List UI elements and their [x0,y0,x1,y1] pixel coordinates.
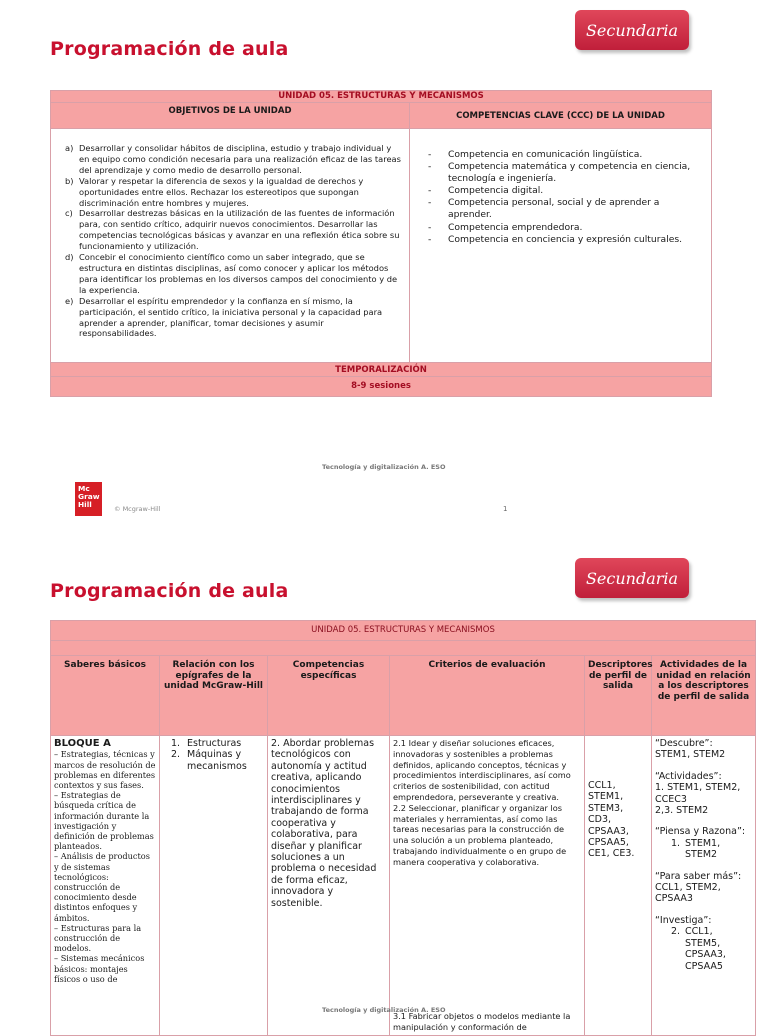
saber-item: – Análisis de productos y de sistemas tecnológicos: construcción de conocimiento desde distintos enfoques y ámbitos. [54,851,150,923]
descriptor-item: CPSAA3, [588,825,629,837]
actividad-group: “Para saber más”: CCL1, STEM2, CPSAA3 [655,870,742,905]
criterio-item: 2.2 Seleccionar, planificar y organizar los materiales y herramientas, así como las tareas necesarias para la construcción de una solución a un problema planteado, trabajando individualmente o en grupo de manera cooperativa y colaborativa. [393,802,567,867]
saber-item: – Estructuras para la construcción de modelos. [54,922,142,954]
competence-item: - Competencia en conciencia y expresión culturales. [428,233,683,245]
unit-heading: UNIDAD 05. ESTRUCTURAS Y MECANISMOS [51,91,712,103]
descriptor-item: STEM3, [588,802,624,814]
saberes-cell [51,736,160,1036]
descriptor-item: CPSAA5, [588,837,629,849]
col-header-saberes: Saberes básicos [51,656,160,736]
epigrafes-list [163,738,264,772]
page-title: Programación de aula [50,38,289,60]
descriptor-item: CCL1, [588,780,616,791]
descriptor-item: CD3, [588,814,612,826]
objective-item: e) Desarrollar el espíritu emprendedor y la confianza en sí mismo, la participación, el sentido crítico, la iniciativa personal y la capacidad para aprender a aprender, planificar, tomar decisiones y asumir responsabilidades. [65,295,383,339]
sessions-count: 8-9 sesiones [51,377,712,397]
competences-header: COMPETENCIAS CLAVE (CCC) DE LA UNIDAD [410,103,712,129]
secundaria-logo: Secundaria [575,10,689,50]
competence-item: - Competencia emprendedora. [428,221,583,233]
mcgraw-hill-logo: Mc Graw Hill [75,482,102,516]
competence-item: - Competencia personal, social y de aprender a aprender. [428,197,660,221]
competencia-especifica: 2. Abordar problemas tecnológicos con autonomía y actitud creativa, aplicando conocimientos interdisciplinares y trabajando de forma cooperativa y colaborativa, para diseñar y planificar soluciones a un problema o necesidad de forma eficaz, innovadora y sostenible. [271,738,377,909]
col-header-actividades: Actividades de la unidad en relación a los descriptores de perfil de salida [652,656,756,736]
actividad-group: “Piensa y Razona”: 1. STEM1, STEM2 [655,826,746,861]
criterio-item: 2.1 Idear y diseñar soluciones eficaces, innovadoras y sostenibles a problemas definidos, aplicando conceptos, técnicas y procedimientos interdisciplinares, así como criterios de sostenibilidad, con actitud emprendedora, perseverante y creativa. [393,738,571,802]
competence-item: - Competencia en comunicación lingüística. [428,149,643,160]
objective-item: c) Desarrollar destrezas básicas en la utilización de las fuentes de información para, con sentido crítico, adquirir nuevos conocimientos. Desarrollar las competencias tecnológicas básicas y avanzar en una reflexión ética sobre su funcionamiento y utilización. [65,208,400,252]
bloque-title: BLOQUE A [54,738,111,749]
col-header-descriptores: Descriptores de perfil de salida [585,656,652,736]
actividades-cell [652,736,756,1036]
actividad-group: “Investiga”: 2. CCL1, STEM5, CPSAA3, CPSAA5 [655,914,726,972]
saber-item: – Estrategias de búsqueda crítica de información durante la investigación y definición de problemas planteados. [54,790,154,852]
objectives-cell [51,129,410,363]
col-header-competencias: Competencias específicas [268,656,390,736]
competencia-cell [268,736,390,1036]
descriptores-cell [585,736,652,1036]
unit-objectives-table [50,90,712,397]
footer-text: Tecnología y digitalización A. ESO [322,1006,446,1014]
actividad-group: “Actividades”: 1. STEM1, STEM2, CCEC3 2,3. STEM2 [655,770,741,817]
temporalization-label: TEMPORALIZACIÓN [51,363,712,377]
objective-item: a) Desarrollar y consolidar hábitos de disciplina, estudio y trabajo individual y en equipo como condición necesaria para una realización eficaz de las tareas del aprendizaje y como medio de desarrollo personal. [65,143,401,175]
col-header-criterios: Criterios de evaluación [390,656,585,736]
objectives-list [51,129,409,339]
saber-item: – Sistemas mecánicos básicos: montajes físicos o uso de [54,953,145,984]
epigrafe-item: 1. Estructuras [171,738,242,749]
competence-item: - Competencia digital. [428,185,544,197]
copyright: © Mcgraw-Hill [114,505,161,513]
descriptor-item: CE1, CE3. [588,848,635,860]
unit-heading: UNIDAD 05. ESTRUCTURAS Y MECANISMOS [51,621,756,641]
competences-cell [410,129,712,363]
actividad-group: “Descubre”: STEM1, STEM2 [655,738,726,761]
criterios-cell [390,736,585,1036]
footer-text: Tecnología y digitalización A. ESO [322,463,446,471]
epigrafe-item: 2. Máquinas y mecanismos [171,749,247,772]
col-header-epigrafes: Relación con los epígrafes de la unidad McGraw-Hill [160,656,268,736]
page-title: Programación de aula [50,580,289,602]
criterio-item: 3.1 Fabricar objetos o modelos mediante la manipulación y conformación de [393,1011,571,1033]
objective-item: b) Valorar y respetar la diferencia de sexos y la igualdad de derechos y oportunidades entre ellos. Rechazar los estereotipos que supongan discriminación entre hombres y mujeres. [65,175,364,208]
curriculum-table [50,620,756,1036]
saber-item: – Estrategias, técnicas y marcos de resolución de problemas en diferentes contextos y sus fases. [54,749,156,791]
epigrafes-cell [160,736,268,1036]
secundaria-logo: Secundaria [575,558,689,598]
page-number: 1 [503,505,508,513]
competences-list [410,129,711,246]
competence-item: - Competencia matemática y competencia en ciencia, tecnología e ingeniería. [428,161,691,185]
spacer-row [51,641,756,656]
descriptor-item: STEM1, [588,791,624,803]
objective-item: d) Concebir el conocimiento científico como un saber integrado, que se estructura en distintas disciplinas, así como conocer y aplicar los métodos para identificar los problemas en los diversos campos del conocimiento y de la experiencia. [65,252,398,295]
objectives-header: OBJETIVOS DE LA UNIDAD [51,103,410,129]
